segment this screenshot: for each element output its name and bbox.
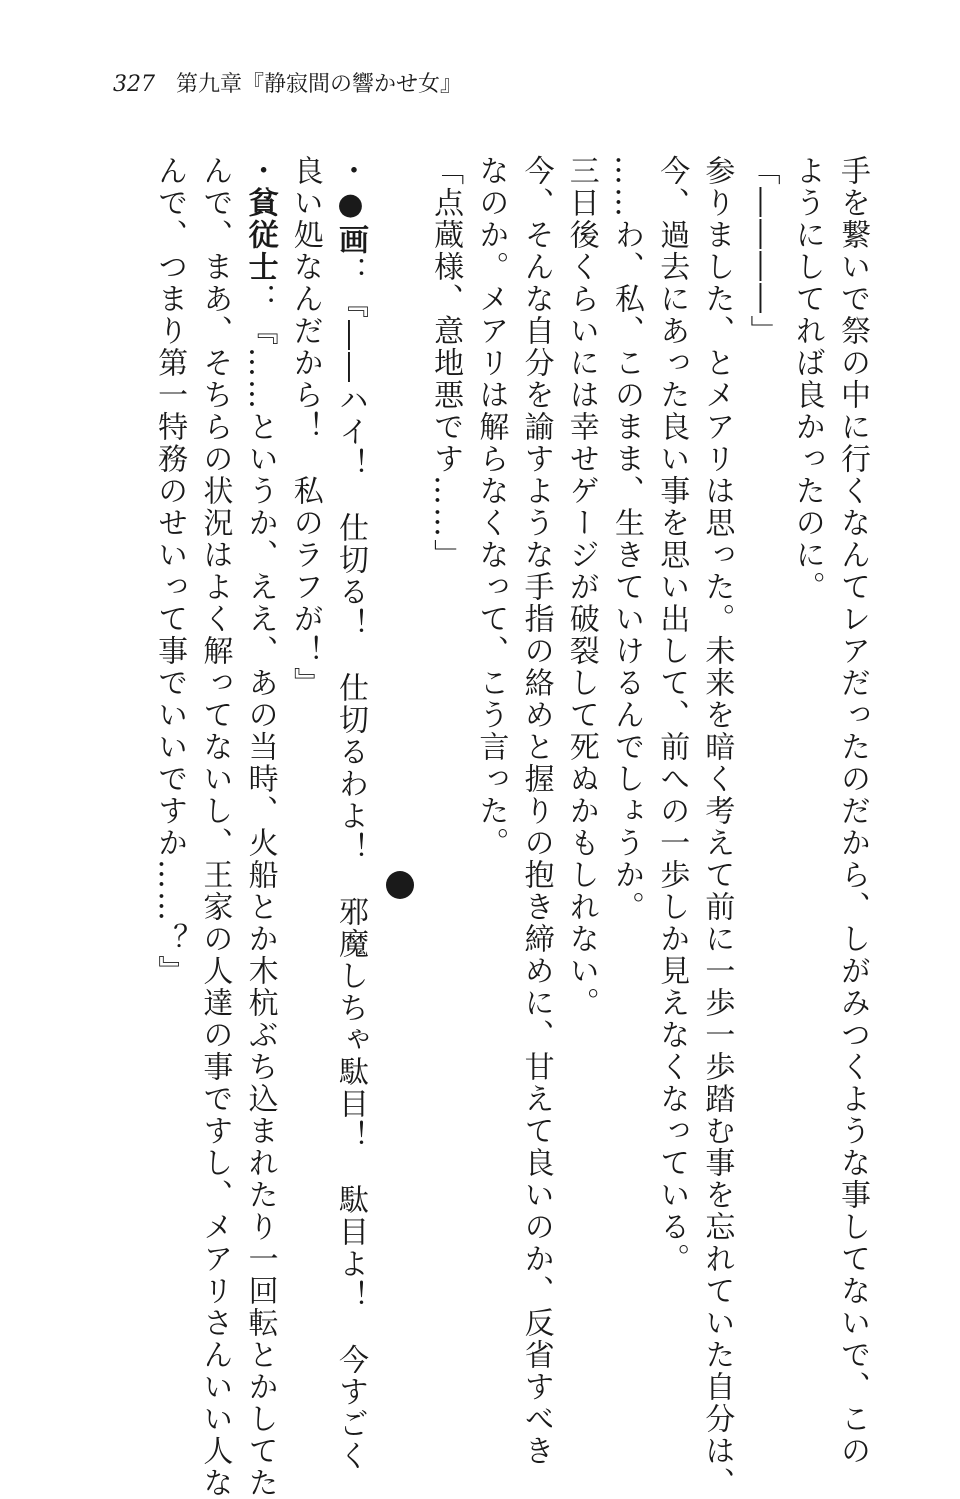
text-column: 三日後くらいには幸せゲージが破裂して死ぬかもしれない。 xyxy=(563,155,599,1019)
dialogue-line xyxy=(283,155,328,1375)
speaker-separator: ： xyxy=(242,283,278,315)
dialogue-line xyxy=(328,155,373,1472)
page-number: 327 xyxy=(113,72,155,97)
dialogue-text: 良い処なんだから！ 私のラフが！』 xyxy=(287,155,323,699)
speaker-name: 画 xyxy=(332,224,368,256)
dialogue-line xyxy=(147,155,192,1375)
text-column: ようにしてれば良かったのに。 xyxy=(789,155,825,603)
dialogue-bullet: ・● xyxy=(332,155,368,224)
text-column: 今、そんな自分を諭すような手指の絡めと握りの抱き締めに、甘えて良いのか、反省すべき xyxy=(518,155,554,1467)
text-column: 「――――」 xyxy=(744,155,780,347)
chapter-title: 第九章『静寂間の響かせ女』 xyxy=(176,72,463,97)
text-column: ……わ、私、このまま、生きていけるんでしょうか。 xyxy=(608,155,644,923)
text-column: 今、過去にあった良い事を思い出して、前への一歩しか見えなくなっている。 xyxy=(654,155,690,1275)
text-column: 参りました、とメアリは思った。未来を暗く考えて前に一歩一歩踏む事を忘れていた自分は、 xyxy=(699,155,735,1499)
text-column: 手を繋いで祭の中に行くなんてレアだったのだから、しがみつくような事してないで、この xyxy=(835,155,870,1467)
speaker-separator: ： xyxy=(332,256,368,288)
dialogue-text: 『……というか、ええ、あの当時、火船とか木杭ぶち込まれたり一回転とかしてた xyxy=(242,315,278,1499)
text-column: なのか。メアリは解らなくなって、こう言った。 xyxy=(473,155,509,859)
dialogue-line xyxy=(192,155,237,1499)
dialogue-text: んで、まあ、そちらの状況はよく解ってないし、王家の人達の事ですし、メアリさんいい人な xyxy=(197,155,233,1499)
text-column: 「点蔵様、意地悪です……」 xyxy=(428,155,464,571)
dialogue-text: んで、つまり第一特務のせいって事でいいですか……？』 xyxy=(152,155,188,987)
running-header xyxy=(113,70,462,100)
vertical-text-block xyxy=(147,155,875,1499)
section-break xyxy=(373,155,423,1375)
dialogue-line xyxy=(237,155,282,1499)
speaker-name: 貧従士 xyxy=(242,187,278,283)
section-break-dot-icon xyxy=(386,871,414,899)
dialogue-bullet: ・ xyxy=(242,155,278,187)
dialogue-text: 『――ハイ！ 仕切る！ 仕切るわよ！ 邪魔しちゃ駄目！ 駄目よ！ 今すごく xyxy=(332,288,368,1472)
